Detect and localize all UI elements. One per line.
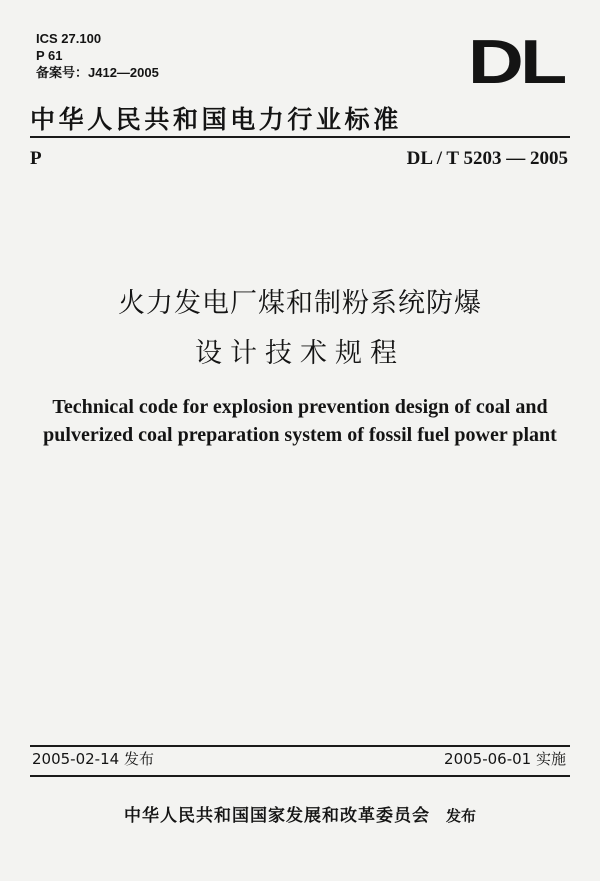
header-divider (30, 136, 570, 138)
category-code: P (30, 148, 42, 169)
title-english-line-1: Technical code for explosion prevention design of coal and (52, 396, 548, 418)
ics-code: ICS 27.100 (36, 31, 102, 46)
issuing-authority (0, 801, 600, 826)
title-english-line-2: pulverized coal preparation system of fossil fuel power plant (43, 424, 557, 446)
footer-divider-bottom (30, 775, 570, 777)
issue-date: 2005-02-14 发布 (32, 750, 154, 768)
issuer-suffix: 发布 (445, 807, 476, 825)
issuer-name: 中华人民共和国国家发展和改革委员会 (123, 806, 430, 826)
ccs-code: P 61 (36, 48, 63, 63)
dl-logo: DL (468, 28, 564, 97)
industry-standard-heading: 中华人民共和国电力行业标准 (30, 105, 402, 134)
footer-divider-top (30, 745, 570, 747)
filing-number: 备案号：J412—2005 (36, 65, 159, 80)
effective-date: 2005-06-01 实施 (444, 750, 566, 768)
classification-codes (36, 30, 159, 81)
standard-number: DL / T 5203 — 2005 (406, 148, 568, 169)
title-chinese-line-1: 火力发电厂煤和制粉系统防爆 (118, 288, 482, 319)
title-chinese-line-2: 设计技术规程 (195, 338, 405, 369)
